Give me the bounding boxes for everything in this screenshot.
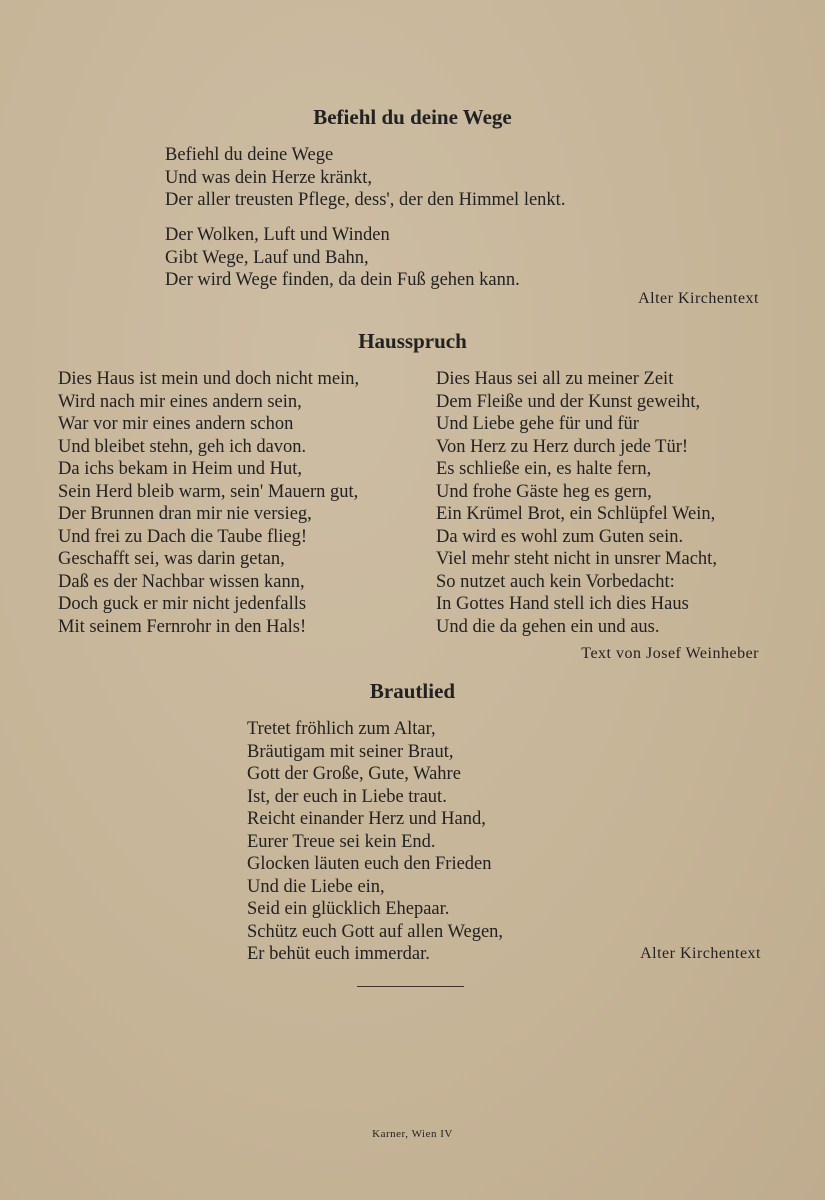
verse-line: Reicht einander Herz und Hand,: [247, 809, 486, 829]
verse-line: War vor mir eines andern schon: [58, 414, 294, 434]
verse-line: Der Brunnen dran mir nie versieg,: [58, 504, 312, 524]
verse-line: Ein Krümel Brot, ein Schlüpfel Wein,: [436, 504, 716, 524]
verse-line: Der wird Wege finden, da dein Fuß gehen kann.: [165, 270, 520, 290]
verse-line: So nutzet auch kein Vorbedacht:: [436, 571, 675, 592]
verse-line: Befiehl du deine Wege: [165, 145, 334, 165]
verse-line: Es schließe ein, es halte fern,: [436, 459, 652, 479]
verse-line: Ist, der euch in Liebe traut.: [247, 786, 447, 807]
printer-footer: Karner, Wien IV: [372, 1128, 453, 1140]
verse-line: Und frei zu Dach die Taube flieg!: [58, 526, 308, 547]
verse-line: Daß es der Nachbar wissen kann,: [58, 571, 305, 592]
verse-line: Dies Haus ist mein und doch nicht mein,: [58, 369, 360, 389]
stanza-befiehl-2: [165, 224, 520, 292]
verse-line: Der aller treusten Pflege, dess', der den Himmel lenkt.: [165, 190, 566, 210]
verse-line: Tretet fröhlich zum Altar,: [247, 719, 436, 739]
hausspruch-left-column: [58, 368, 359, 638]
verse-line: Und frohe Gäste heg es gern,: [436, 481, 652, 502]
hausspruch-right-column: [436, 368, 717, 638]
divider-rule: [357, 986, 464, 987]
attribution-hausspruch: Text von Josef Weinheber: [581, 645, 759, 662]
attribution-befiehl: Alter Kirchentext: [638, 290, 759, 307]
verse-line: Dies Haus sei all zu meiner Zeit: [436, 369, 674, 389]
verse-line: Von Herz zu Herz durch jede Tür!: [436, 436, 689, 457]
verse-line: Gott der Große, Gute, Wahre: [247, 764, 461, 784]
verse-line: Doch guck er mir nicht jedenfalls: [58, 594, 307, 614]
title-befiehl: Befiehl du deine Wege: [313, 105, 512, 129]
verse-line: Eurer Treue sei kein End.: [247, 831, 436, 852]
verse-line: Glocken läuten euch den Frieden: [247, 854, 492, 874]
verse-line: In Gottes Hand stell ich dies Haus: [436, 594, 689, 614]
verse-line: Da wird es wohl zum Guten sein.: [436, 526, 684, 547]
verse-line: Da ichs bekam in Heim und Hut,: [58, 459, 303, 479]
verse-line: Der Wolken, Luft und Winden: [165, 225, 390, 245]
verse-line: Seid ein glücklich Ehepaar.: [247, 899, 450, 919]
verse-line: Schütz euch Gott auf allen Wegen,: [247, 921, 504, 942]
title-brautlied: Brautlied: [369, 679, 456, 703]
verse-line: Sein Herd bleib warm, sein' Mauern gut,: [58, 481, 359, 502]
verse-line: Gibt Wege, Lauf und Bahn,: [165, 247, 369, 268]
brautlied-verse: [247, 718, 503, 966]
verse-line: Bräutigam mit seiner Braut,: [247, 741, 454, 762]
verse-line: Und die Liebe ein,: [247, 876, 385, 897]
verse-line: Dem Fleiße und der Kunst geweiht,: [436, 391, 701, 412]
title-hausspruch: Hausspruch: [358, 329, 467, 353]
verse-line: Und was dein Herze kränkt,: [165, 167, 373, 188]
verse-line: Und die da gehen ein und aus.: [436, 616, 660, 637]
stanza-befiehl-1: [165, 144, 565, 212]
verse-line: Geschafft sei, was darin getan,: [58, 549, 285, 569]
verse-line: Mit seinem Fernrohr in den Hals!: [58, 616, 307, 637]
attribution-brautlied: Alter Kirchentext: [640, 945, 761, 962]
verse-line: Und Liebe gehe für und für: [436, 414, 639, 434]
verse-line: Viel mehr steht nicht in unsrer Macht,: [436, 549, 717, 569]
verse-line: Und bleibet stehn, geh ich davon.: [58, 436, 307, 457]
verse-line: Wird nach mir eines andern sein,: [58, 391, 302, 412]
verse-line: Er behüt euch immerdar.: [247, 944, 430, 964]
